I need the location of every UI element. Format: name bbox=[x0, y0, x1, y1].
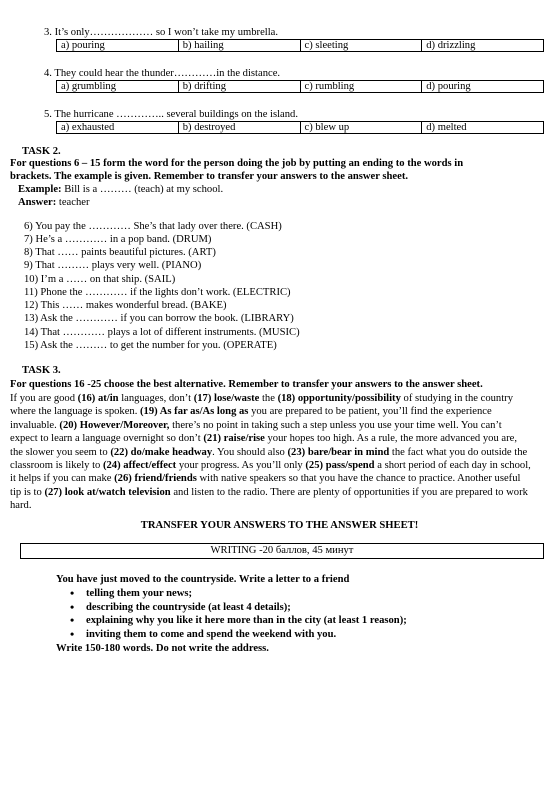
option-b: b) destroyed bbox=[178, 122, 300, 134]
task2-item: 14) That ………… plays a lot of different instruments. (MUSIC) bbox=[24, 327, 300, 338]
option-d: d) pouring bbox=[422, 81, 544, 93]
choice-option: (16) at/in bbox=[77, 393, 119, 404]
choice-option: (23) bare/bear in mind bbox=[287, 446, 390, 458]
option-a: a) pouring bbox=[57, 40, 179, 52]
choice-option: (20) However/Moreover, bbox=[59, 419, 170, 431]
question-5-options bbox=[56, 121, 544, 134]
writing-bullet: • explaining why you like it here more than in the city (at least 1 reason); bbox=[86, 614, 407, 628]
task3-instruction: For questions 16 -25 choose the best alternative. Remember to transfer your answers to the answer sheet. bbox=[10, 379, 483, 390]
transfer-notice: TRANSFER YOUR ANSWERS TO THE ANSWER SHEET! bbox=[140, 520, 419, 531]
writing-bullet: • inviting them to come and spend the weekend with you. bbox=[86, 628, 407, 642]
passage-text: your hopes too high. As a rule, the more advanced you are, the slower you seem to bbox=[10, 433, 517, 458]
task2-item: 15) Ask the ……… to get the number for you. (OPERATE) bbox=[24, 340, 277, 351]
option-a: a) grumbling bbox=[57, 81, 179, 93]
option-b: b) hailing bbox=[178, 40, 300, 52]
task2-item: 10) I’m a …… on that ship. (SAIL) bbox=[24, 274, 176, 285]
question-5-stem: 5. The hurricane ………….. several buildings on the island. bbox=[44, 109, 299, 120]
passage-text: . You should also bbox=[212, 446, 288, 458]
task2-item: 12) This …… makes wonderful bread. (BAKE) bbox=[24, 300, 227, 311]
writing-header: WRITING -20 баллов, 45 минут bbox=[20, 543, 544, 559]
task2-item: 8) That …… paints beautiful pictures. (ART) bbox=[24, 247, 216, 258]
answer-text: teacher bbox=[56, 197, 90, 208]
choice-option: (27) look at/watch television bbox=[44, 486, 171, 498]
choice-option: (24) affect/effect bbox=[102, 460, 177, 472]
option-b: b) drifting bbox=[178, 81, 300, 93]
choice-option: (22) do/make headway bbox=[110, 446, 213, 458]
task2-item: 11) Phone the ………… if the lights don’t work. (ELECTRIC) bbox=[24, 287, 291, 298]
choice-option: (26) friend/friends bbox=[114, 473, 197, 485]
passage-text: with native speakers so that you have the chance to practice. Another useful tip is to bbox=[10, 473, 521, 498]
task2-answer bbox=[18, 197, 89, 209]
option-d: d) drizzling bbox=[422, 40, 544, 52]
example-label: Example: bbox=[18, 184, 62, 195]
writing-closing: Write 150-180 words. Do not write the address. bbox=[56, 643, 269, 654]
task2-item: 7) He’s a ………… in a pop band. (DRUM) bbox=[24, 234, 212, 245]
writing-bullet-list bbox=[56, 587, 407, 641]
option-c: c) rumbling bbox=[300, 81, 422, 93]
passage-text: of studying in the country where the language is spoken. bbox=[10, 393, 513, 418]
writing-bullet: • describing the countryside (at least 4 details); bbox=[86, 601, 407, 615]
option-d: d) melted bbox=[422, 122, 544, 134]
task2-example bbox=[18, 184, 223, 196]
example-text: Bill is a ……… (teach) at my school. bbox=[61, 184, 224, 195]
option-c: c) sleeting bbox=[300, 40, 422, 52]
option-c: c) blew up bbox=[300, 122, 422, 134]
question-4-stem: 4. They could hear the thunder…………in the distance. bbox=[44, 68, 281, 79]
task2-title: TASK 2. bbox=[22, 146, 61, 157]
passage-text: If you are good bbox=[10, 393, 78, 404]
task2-item: 6) You pay the ………… She’s that lady over there. (CASH) bbox=[24, 221, 282, 232]
choice-option: (19) As far as/As long as bbox=[140, 406, 249, 418]
task3-title: TASK 3. bbox=[22, 365, 61, 376]
writing-prompt: You have just moved to the countryside. Write a letter to a friend bbox=[56, 574, 350, 585]
writing-bullet: • telling them your news; bbox=[86, 587, 407, 601]
choice-option: (21) raise/rise bbox=[203, 433, 265, 445]
task2-item: 13) Ask the ………… if you can borrow the book. (LIBRARY) bbox=[24, 313, 294, 324]
choice-option: (18) opportunity/possibility bbox=[277, 393, 401, 404]
passage-text: the bbox=[259, 393, 278, 404]
question-3-stem: 3. It’s only……………… so I won’t take my umbrella. bbox=[44, 27, 279, 38]
question-4-options bbox=[56, 80, 544, 93]
answer-label: Answer: bbox=[18, 197, 57, 208]
passage-text: a short period of each day in school, it helps if you can make bbox=[10, 460, 531, 485]
question-3-options bbox=[56, 39, 544, 52]
task2-instruction-line2: brackets. The example is given. Remember to transfer your answers to the answer sheet. bbox=[10, 171, 408, 182]
task2-instruction-line1: For questions 6 – 15 form the word for the person doing the job by putting an ending to the words in bbox=[10, 158, 464, 169]
choice-option: (17) lose/waste bbox=[193, 393, 260, 404]
choice-option: (25) pass/spend bbox=[305, 460, 375, 472]
task3-passage bbox=[10, 392, 532, 513]
passage-text: your progress. As you’ll only bbox=[176, 460, 306, 472]
passage-text: the fact what you do outside the classroom is likely to bbox=[10, 446, 528, 472]
task2-item: 9) That ……… plays very well. (PIANO) bbox=[24, 260, 202, 271]
passage-text: there’s no point in taking such a step unless you use your time well. You can’t expect to learn a language overnight so don’t bbox=[10, 419, 502, 445]
option-a: a) exhausted bbox=[57, 122, 179, 134]
passage-text: languages, don’t bbox=[118, 393, 194, 404]
passage-text: you are prepared to be patient, you’ll find the experience invaluable. bbox=[10, 406, 492, 431]
passage-text: and listen to the radio. There are plenty of opportunities if you are prepared to work hard. bbox=[10, 486, 528, 512]
